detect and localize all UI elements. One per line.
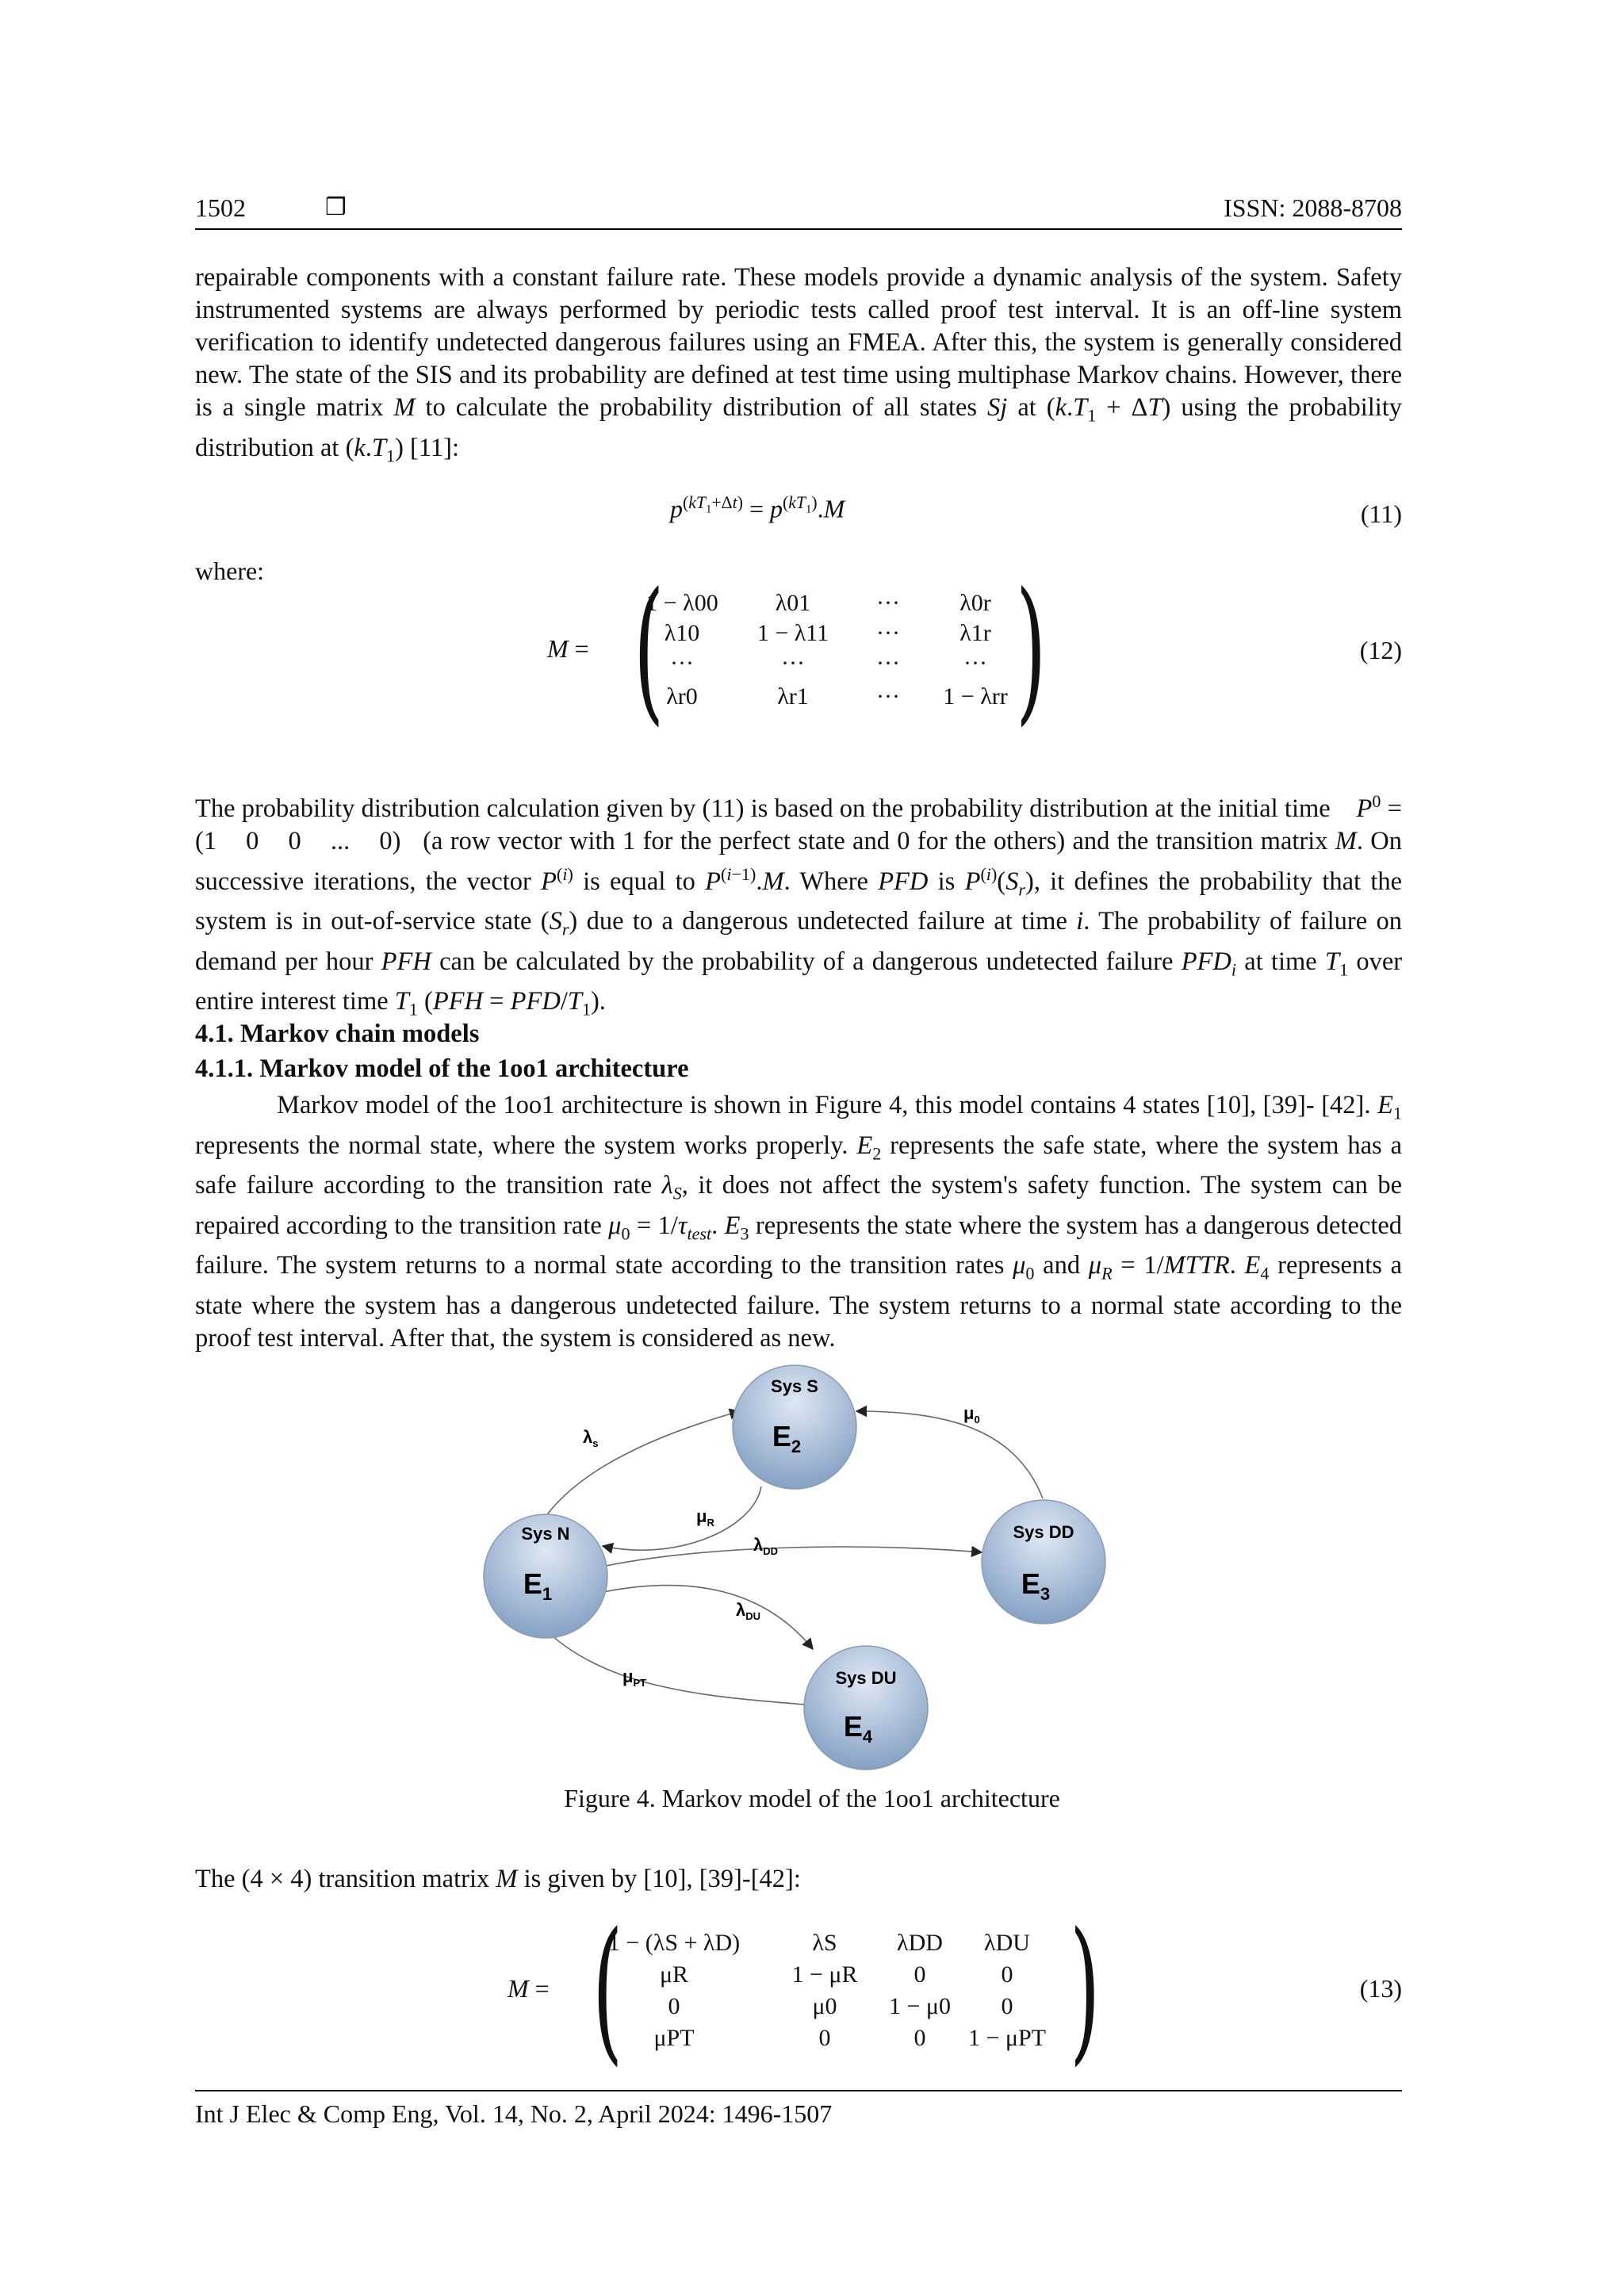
where-label: where: [195,557,265,585]
m12-cell-1-0: λ10 [664,620,700,646]
m12-cell-0-0: 1 − λ00 [645,590,718,616]
m12-cell-0-1: λ01 [775,590,811,616]
section-heading-4-1-1: 4.1.1. Markov model of the 1oo1 architecture [195,1054,689,1083]
m13-cell-3-1: 0 [818,2025,831,2051]
m13-cell-2-2: 1 − μ0 [888,1993,952,2019]
m12-cell-3-2: ··· [876,683,900,710]
matrix-12-left-paren: ( [634,560,665,740]
equation-11: $p^{(kT_1+\Delta t)} = p^{(kT_1)}.M$ [670,493,845,523]
m13-cell-1-0: μR [659,1961,689,1988]
edge-mu-pt [541,1625,805,1705]
svg-text:Sys DU: Sys DU [835,1668,897,1688]
intro-paragraph: repairable components with a constant failure rate. These models provide a dynamic analysis of the system. Safety instrumented systems are always performed by periodic tests called proof test interval. It is an off-line system verification to identify undetected dangerous failures using an FMEA. After this, the system is generally considered new. The state of the SIS and its probability are defined at test time using multiphase Markov chains. However, there is a single matrix M to calculate the probability distribution of all states Sj at $(k.T_1 + \Delta T)$ using the probability distribution at $(k.T_1)$ [11]: [195,263,1403,465]
m12-cell-0-2: ··· [876,590,900,616]
m13-cell-1-3: 0 [1001,1961,1013,1988]
matrix-12-lhs: M = [547,634,589,663]
m13-cell-3-0: μPT [653,2025,695,2051]
section-heading-4-1: 4.1. Markov chain models [195,1020,480,1048]
matrix-13-left-paren: ( [592,1900,623,2080]
svg-text:E2: $E_2$ [772,1420,802,1456]
edge-label-lambda-du: $\lambda_{DU}$ [736,1600,761,1622]
svg-text:E1: $E_1$ [523,1567,553,1604]
svg-text:Sys N: Sys N [521,1524,570,1544]
edge-lambda-dd [606,1547,982,1566]
svg-text:E4: $E_4$ [843,1710,873,1747]
m12-cell-2-1: ··· [781,650,805,676]
edge-mu-0 [856,1411,1043,1498]
m13-cell-2-3: 0 [1001,1993,1013,2019]
m13-cell-2-1: μ0 [812,1993,837,2019]
node-sys-s [733,1365,856,1489]
edge-label-mu-pt: $\mu_{PT}$ [622,1667,647,1689]
m13-cell-0-0: 1 − (λS + λD) [607,1930,741,1956]
footer-journal: Int J Elec & Comp Eng, Vol. 14, No. 2, April 2024: 1496-1507 [195,2099,833,2128]
m13-cell-0-2: λDD [897,1930,943,1956]
edge-lambda-du [588,1586,813,1649]
m12-cell-2-0: ··· [670,650,694,676]
footer-rule [195,2090,1402,2091]
m13-cell-3-2: 0 [914,2025,926,2051]
equation-number-11: (11) [1360,499,1402,528]
matrix-12-right-paren: ) [1016,560,1047,740]
svg-text:E3: $E_3$ [1021,1567,1051,1604]
edge-label-mu-0: $\mu_0$ [963,1403,980,1425]
equation-number-12: (12) [1359,636,1402,664]
paragraph-3: Markov model of the 1oo1 architecture is shown in Figure 4, this model contains 4 states [10], [39]- [42]. $E_1$ represents the normal state, where the system works properly. $E_2$ represents the safe state, where the system has a safe failure according to the transition rate $\lambda_S$, it does not affect the system's safety function. The system can be repaired according to the transition rate $\mu_0 = 1/\tau_{test}$. $E_3$ represents the state where the system has a dangerous detected failure. The system returns to a normal state according to the transition rates $\mu_0$ and $\mu_R$ = 1/MTTR. $E_4$ represents a state where the system has a dangerous undetected failure. The system returns to a normal state according to the proof test interval. After that, the system is considered as new. [195,1091,1403,1353]
node-sys-n [484,1514,607,1638]
m13-cell-1-1: 1 − μR [791,1961,858,1988]
m12-cell-1-1: 1 − λ11 [756,620,829,646]
m13-cell-0-3: λDU [984,1930,1030,1956]
m12-cell-3-1: λr1 [777,683,809,710]
m12-cell-3-3: 1 − λrr [943,683,1008,710]
matrix-13-lhs: M = [508,1974,550,2003]
node-sys-dd [982,1500,1105,1624]
m13-cell-2-0: 0 [668,1993,680,2019]
m12-cell-3-0: λr0 [666,683,698,710]
matrix-12 [634,590,1031,717]
node-sys-du [804,1646,928,1770]
square-icon: ❒ [325,193,347,221]
m12-cell-2-2: ··· [876,650,900,676]
markov-diagram [444,1348,1142,1776]
matrix-13-right-paren: ) [1070,1900,1101,2080]
edge-label-lambda-dd: $\lambda_{DD}$ [753,1535,779,1557]
paragraph-2: The probability distribution calculation given by (11) is based on the probability distribution at the initial time $P^0 = (1$ 0 0 ... 0) (a row vector with 1 for the perfect state and 0 for the others) and the transition matrix M. On successive iterations, the vector $P^{(i)}$ is equal to $P^{(i-1)}.M$. Where PFD is $P^{(i)}(S_r)$, it defines the probability that the system is in out-of-service state $(S_r)$ due to a dangerous undetected failure at time i. The probability of failure on demand per hour PFH can be calculated by the probability of a dangerous undetected failure $PFD_i$ at time $T_1$ over entire interest time $T_1$ (PFH = PFD/$T_1$). [195,791,1403,1020]
header-rule [195,228,1402,230]
edge-label-mu-r: $\mu_R$ [696,1506,714,1529]
m13-cell-0-1: λS [812,1930,837,1956]
m12-cell-2-3: ··· [963,650,987,676]
paragraph-4: The (4 × 4) transition matrix M is given by [10], [39]-[42]: [195,1865,801,1893]
m13-cell-3-3: 1 − μPT [967,2025,1047,2051]
m12-cell-1-3: λ1r [959,620,991,646]
m13-cell-1-2: 0 [914,1961,926,1988]
m12-cell-1-2: ··· [876,620,900,646]
m12-cell-0-3: λ0r [959,590,991,616]
figure-caption: Figure 4. Markov model of the 1oo1 architecture [564,1784,1060,1812]
page-number: 1502 [195,193,246,222]
equation-number-13: (13) [1359,1974,1402,2003]
svg-text:Sys DD: Sys DD [1013,1522,1074,1542]
issn: ISSN: 2088-8708 [1224,193,1402,222]
edge-label-lambda-s: $\lambda_s$ [583,1427,599,1449]
edge-mu-r [603,1487,761,1550]
svg-text:Sys S: Sys S [771,1376,818,1396]
matrix-13 [587,1930,1094,2057]
